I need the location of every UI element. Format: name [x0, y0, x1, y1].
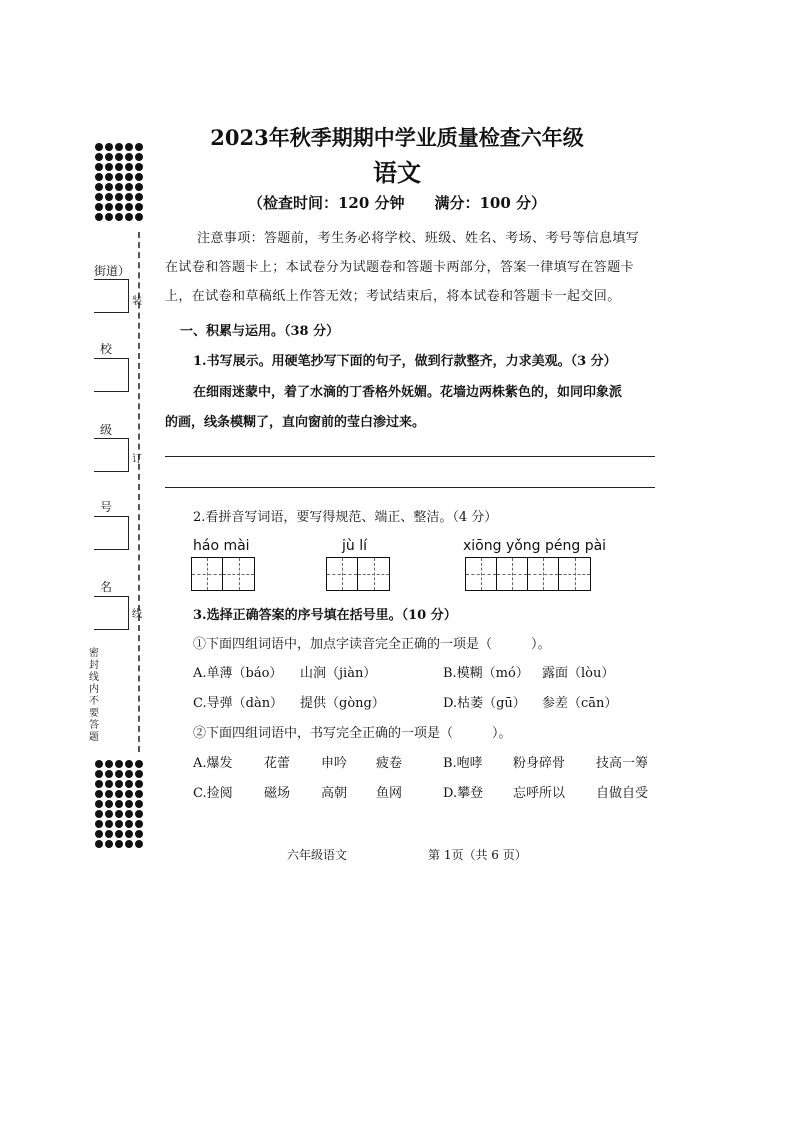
binding-box-number[interactable]: [94, 516, 129, 550]
binding-box-school[interactable]: [94, 358, 129, 392]
tian-cell[interactable]: [192, 558, 223, 590]
tian-cell[interactable]: [466, 558, 497, 590]
q2-answer-grid-2[interactable]: [326, 557, 390, 591]
footer-page-number: 第 1页（共 6 页）: [428, 848, 527, 862]
q3-sub2-option-a-3: 申吟: [321, 756, 348, 771]
q3-sub2-option-c-3: 高朝: [321, 786, 348, 801]
exam-info: （检查时间：120 分钟 满分：100 分）: [247, 194, 547, 212]
exam-title: 2023年秋季期期中学业质量检查六年级: [210, 125, 584, 150]
tian-cell[interactable]: [559, 558, 590, 590]
q1-prompt: 1.书写展示。用硬笔抄写下面的句子，做到行款整齐，力求美观。（3 分）: [193, 354, 617, 369]
binding-vertical-note: 密封线内不要答题: [89, 648, 99, 743]
q3-sub2-option-a-1: A.爆发: [193, 756, 233, 771]
tian-cell[interactable]: [528, 558, 559, 590]
q3-sub2-option-c-4: 鱼网: [376, 786, 403, 801]
q3-sub2-option-d-3: 自做自受: [596, 786, 649, 801]
tian-cell[interactable]: [223, 558, 254, 590]
notice-line-2: 在试卷和答题卡上；本试卷分为试题卷和答题卡两部分，答案一律填写在答题卡: [165, 260, 635, 275]
q3-sub1-option-b-word2: 露面（lòu）: [542, 666, 615, 681]
binding-label-school: 校: [100, 342, 113, 356]
section-1-heading: 一、积累与运用。（38 分）: [180, 324, 340, 339]
tian-cell[interactable]: [358, 558, 389, 590]
q2-pinyin-1: háo mài: [193, 538, 250, 554]
binding-label-street: 街道）: [94, 264, 131, 278]
footer-subject: 六年级语文: [287, 848, 348, 862]
q3-sub1-option-b-word1: B.模糊（mó）: [443, 666, 529, 681]
binding-mark-ding: 订: [132, 454, 142, 465]
q3-sub2-prompt: ②下面四组词语中，书写完全正确的一项是（ ）。: [193, 726, 512, 741]
q3-sub1-option-c-word2: 提供（gòng）: [300, 696, 385, 711]
binding-label-grade: 级: [100, 423, 113, 437]
q3-sub2-option-a-4: 疲卷: [376, 756, 403, 771]
q3-sub2-option-c-1: C.捡阅: [193, 786, 233, 801]
binding-mark-zhuang: 装: [132, 296, 142, 307]
q1-sentence-line-1: 在细雨迷蒙中，着了水滴的丁香格外妩媚。花墙边两株紫色的，如同印象派: [193, 385, 623, 400]
binding-label-number: 号: [100, 500, 113, 514]
q3-sub2-option-b-2: 粉身碎骨: [513, 756, 566, 771]
binding-box-grade[interactable]: [94, 438, 129, 472]
q2-pinyin-2: jù lí: [342, 538, 367, 554]
q1-writing-line-1[interactable]: [165, 456, 655, 457]
binding-mark-xian: 线: [132, 609, 142, 620]
q1-sentence-line-2: 的画，线条模糊了，直向窗前的莹白渗过来。: [165, 415, 426, 430]
q3-prompt: 3.选择正确答案的序号填在括号里。（10 分）: [193, 608, 457, 623]
binding-label-name: 名: [100, 580, 113, 594]
q3-sub2-option-a-2: 花蕾: [264, 756, 291, 771]
q3-sub1-option-d-word2: 参差（cān）: [542, 696, 618, 711]
binding-box-street[interactable]: [94, 279, 129, 313]
tian-cell[interactable]: [497, 558, 528, 590]
subject-title: 语文: [373, 158, 421, 187]
q2-pinyin-3: xiōng yǒng péng pài: [463, 538, 607, 554]
notice-line-3: 上，在试卷和草稿纸上作答无效；考试结束后，将本试卷和答题卡一起交回。: [165, 289, 621, 304]
tian-cell[interactable]: [327, 558, 358, 590]
q3-sub2-option-c-2: 磁场: [264, 786, 291, 801]
q3-sub2-option-b-1: B.咆哮: [443, 756, 483, 771]
q3-sub1-option-c-word1: C.导弹（dàn）: [193, 696, 284, 711]
q2-answer-grid-3[interactable]: [465, 557, 591, 591]
q3-sub2-option-b-3: 技高一筹: [596, 756, 649, 771]
q3-sub1-prompt: ①下面四组词语中，加点字读音完全正确的一项是（ ）。: [193, 637, 551, 652]
q3-sub2-option-d-1: D.攀登: [443, 786, 484, 801]
binding-dashed-line: [138, 232, 140, 752]
notice-line-1: 注意事项：答题前，考生务必将学校、班级、姓名、考场、考号等信息填写: [197, 231, 640, 246]
q3-sub1-option-a-word1: A.单薄（báo）: [193, 666, 283, 681]
q2-answer-grid-1[interactable]: [191, 557, 255, 591]
q1-writing-line-2[interactable]: [165, 487, 655, 488]
q3-sub1-option-d-word1: D.枯萎（gū）: [443, 696, 526, 711]
binding-dot-block-bottom: [95, 760, 143, 848]
binding-box-name[interactable]: [94, 596, 129, 630]
q3-sub2-option-d-2: 忘呼所以: [513, 786, 566, 801]
q3-sub1-option-a-word2: 山涧（jiàn）: [300, 666, 377, 681]
q2-prompt: 2.看拼音写词语，要写得规范、端正、整洁。（4 分）: [193, 510, 498, 525]
